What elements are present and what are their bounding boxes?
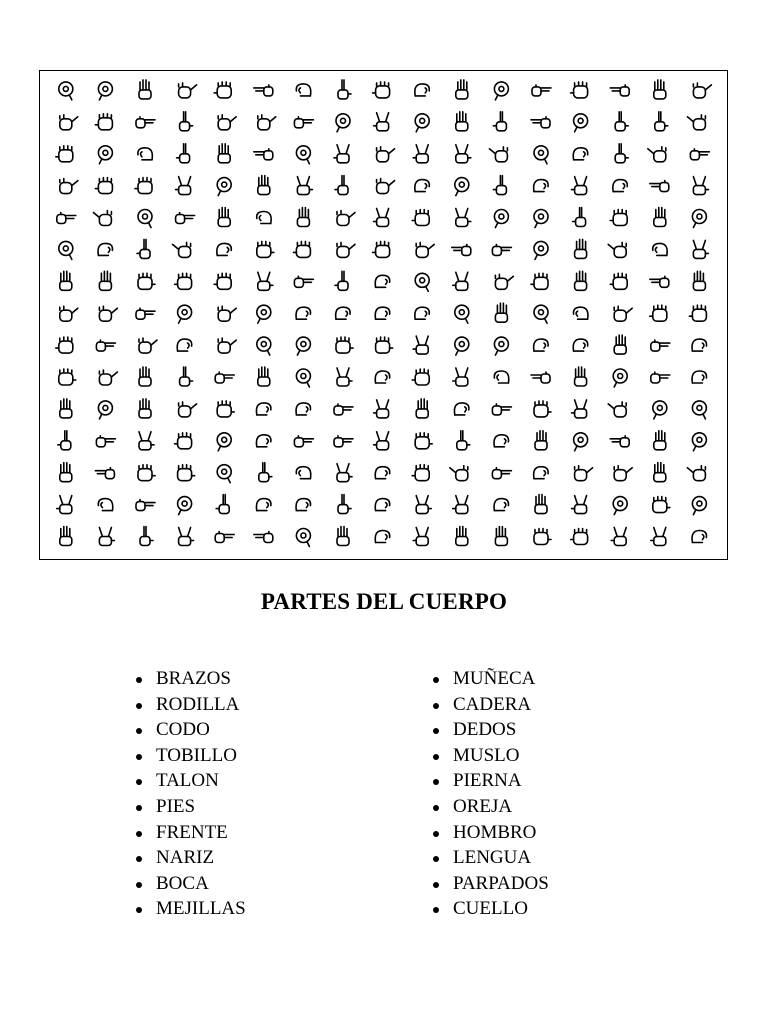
hand-sign-icon bbox=[99, 528, 114, 546]
hand-sign-icon bbox=[493, 112, 506, 131]
hand-sign-icon bbox=[412, 369, 429, 385]
hand-sign-icon bbox=[60, 271, 72, 290]
hand-sign-icon bbox=[217, 178, 231, 196]
hand-sign-icon bbox=[416, 496, 431, 514]
hand-sign-icon bbox=[650, 181, 669, 192]
hand-sign-icon bbox=[492, 244, 511, 255]
hand-sign-icon bbox=[297, 208, 309, 227]
hand-sign-icon bbox=[258, 176, 270, 195]
hand-sign-icon bbox=[336, 337, 353, 353]
hand-sign-icon bbox=[534, 210, 548, 228]
hand-sign-icon bbox=[60, 463, 72, 482]
sign-letter-grid bbox=[39, 70, 728, 560]
hand-sign-icon bbox=[257, 305, 271, 323]
hand-sign-icon bbox=[218, 115, 236, 130]
hand-sign-icon bbox=[218, 208, 230, 227]
hand-sign-icon bbox=[687, 115, 705, 130]
hand-sign-icon bbox=[259, 463, 272, 482]
hand-sign-icon bbox=[179, 83, 197, 98]
hand-sign-icon bbox=[56, 337, 73, 353]
hand-sign-icon bbox=[334, 404, 353, 415]
hand-sign-icon bbox=[453, 272, 468, 290]
hand-sign-icon bbox=[296, 307, 310, 319]
hand-sign-icon bbox=[690, 149, 709, 160]
hand-sign-icon bbox=[136, 500, 155, 511]
word-list-left bbox=[136, 666, 246, 922]
hand-sign-icon bbox=[494, 82, 508, 100]
hand-sign-icon bbox=[615, 112, 628, 131]
hand-sign-icon bbox=[296, 529, 310, 547]
hand-sign-icon bbox=[179, 528, 194, 546]
hand-sign-icon bbox=[297, 177, 312, 195]
hand-sign-icon bbox=[218, 306, 236, 321]
hand-sign-icon bbox=[294, 436, 313, 447]
list-item: BOCA bbox=[136, 871, 246, 897]
hand-sign-icon bbox=[335, 271, 348, 290]
hand-sign-icon bbox=[99, 306, 117, 321]
hand-sign-icon bbox=[99, 370, 117, 385]
hand-sign-icon bbox=[493, 176, 506, 195]
hand-sign-icon bbox=[258, 367, 270, 386]
hand-sign-icon bbox=[59, 369, 76, 385]
hand-sign-icon bbox=[294, 117, 313, 128]
hand-sign-icon bbox=[138, 273, 155, 289]
hand-sign-icon bbox=[455, 178, 469, 196]
hand-sign-icon bbox=[95, 178, 112, 194]
hand-sign-icon bbox=[457, 431, 470, 450]
hand-sign-icon bbox=[93, 211, 111, 226]
list-item: TALON bbox=[136, 768, 246, 794]
hand-sign-icon bbox=[215, 372, 234, 383]
list-item: PARPADOS bbox=[433, 871, 549, 897]
hand-sign-icon bbox=[139, 399, 151, 418]
hand-sign-icon bbox=[610, 273, 627, 289]
hand-sign-icon bbox=[375, 307, 389, 319]
hand-sign-icon bbox=[531, 273, 548, 289]
hand-sign-icon bbox=[338, 80, 351, 99]
hand-sign-icon bbox=[456, 80, 468, 99]
hand-sign-icon bbox=[177, 144, 190, 163]
hand-sign-icon bbox=[98, 243, 112, 255]
hand-sign-icon bbox=[254, 85, 273, 96]
hand-sign-icon bbox=[60, 115, 78, 130]
hand-sign-icon bbox=[217, 401, 234, 417]
hand-sign-icon bbox=[572, 177, 587, 195]
hand-sign-icon bbox=[60, 399, 72, 418]
hand-sign-icon bbox=[648, 147, 666, 162]
hand-sign-icon bbox=[654, 463, 666, 482]
hand-sign-icon bbox=[692, 210, 706, 228]
hand-sign-icon bbox=[293, 241, 310, 257]
hand-sign-icon bbox=[534, 529, 551, 545]
hand-sign-icon bbox=[573, 339, 587, 351]
hand-sign-icon bbox=[415, 433, 432, 449]
hand-sign-icon bbox=[650, 305, 667, 321]
hand-sign-icon bbox=[534, 339, 548, 351]
hand-sign-icon bbox=[415, 84, 429, 96]
hand-sign-icon bbox=[58, 431, 71, 450]
hand-sign-icon bbox=[492, 468, 511, 479]
hand-sign-icon bbox=[692, 371, 706, 383]
hand-sign-icon bbox=[456, 145, 471, 163]
hand-sign-icon bbox=[95, 468, 114, 479]
hand-sign-icon bbox=[654, 208, 666, 227]
hand-sign-icon bbox=[258, 272, 273, 290]
hand-sign-icon bbox=[534, 146, 548, 164]
hand-sign-icon bbox=[98, 146, 112, 164]
list-item: PIERNA bbox=[433, 768, 549, 794]
hand-sign-icon bbox=[615, 144, 628, 163]
hand-sign-icon bbox=[175, 433, 192, 449]
hand-sign-icon bbox=[653, 497, 670, 513]
hand-sign-icon bbox=[534, 241, 548, 259]
hand-sign-icon bbox=[377, 147, 395, 162]
hand-sign-icon bbox=[534, 180, 548, 192]
hand-sign-icon bbox=[257, 337, 271, 355]
hand-sign-icon bbox=[296, 499, 310, 511]
list-item: NARIZ bbox=[136, 845, 246, 871]
hand-sign-icon bbox=[214, 273, 231, 289]
list-item: CADERA bbox=[433, 692, 549, 718]
hand-sign-icon bbox=[610, 85, 629, 96]
hand-sign-icon bbox=[374, 432, 389, 450]
hand-sign-icon bbox=[180, 367, 193, 386]
hand-sign-icon bbox=[139, 338, 157, 353]
hand-sign-icon bbox=[453, 496, 468, 514]
hand-sign-icon bbox=[138, 465, 155, 481]
hand-sign-icon bbox=[336, 307, 350, 319]
hand-sign-icon bbox=[653, 401, 667, 419]
list-item: HOMBRO bbox=[433, 820, 549, 846]
hand-sign-icon bbox=[614, 466, 632, 481]
hand-sign-icon bbox=[575, 271, 587, 290]
hand-sign-icon bbox=[454, 403, 468, 415]
hand-sign-icon bbox=[178, 465, 195, 481]
hand-sign-icon bbox=[492, 404, 511, 415]
hand-sign-icon bbox=[531, 117, 550, 128]
hand-sign-icon bbox=[534, 401, 551, 417]
hand-sign-icon bbox=[375, 531, 389, 543]
hand-sign-icon bbox=[59, 82, 73, 100]
hand-sign-icon bbox=[416, 242, 434, 257]
hand-sign-icon bbox=[455, 305, 469, 323]
hand-sign-icon bbox=[98, 82, 112, 100]
hand-sign-icon bbox=[176, 213, 195, 224]
hand-sign-icon bbox=[575, 239, 587, 258]
hand-sign-icon bbox=[650, 276, 669, 287]
hand-sign-icon bbox=[613, 180, 627, 192]
hand-sign-icon bbox=[375, 275, 389, 287]
hand-sign-icon bbox=[456, 527, 468, 546]
hand-sign-icon bbox=[136, 308, 155, 319]
hand-sign-icon bbox=[294, 276, 313, 287]
hand-sign-icon bbox=[693, 177, 708, 195]
hand-sign-icon bbox=[135, 178, 152, 194]
hand-sign-icon bbox=[57, 213, 76, 224]
hand-sign-icon bbox=[377, 179, 395, 194]
hand-sign-icon bbox=[494, 210, 508, 228]
list-item: BRAZOS bbox=[136, 666, 246, 692]
hand-sign-icon bbox=[374, 400, 389, 418]
hand-sign-icon bbox=[571, 82, 588, 98]
hand-sign-icon bbox=[689, 305, 706, 321]
hand-sign-icon bbox=[415, 180, 429, 192]
hand-sign-icon bbox=[687, 466, 705, 481]
hand-sign-icon bbox=[374, 113, 389, 131]
hand-sign-icon bbox=[415, 114, 429, 132]
hand-sign-icon bbox=[571, 529, 588, 545]
hand-sign-icon bbox=[217, 243, 231, 255]
list-item: FRENTE bbox=[136, 820, 246, 846]
hand-sign-icon bbox=[57, 496, 72, 514]
hand-sign-icon bbox=[60, 179, 78, 194]
hand-sign-icon bbox=[651, 340, 670, 351]
hand-sign-icon bbox=[489, 147, 507, 162]
hand-sign-icon bbox=[136, 117, 155, 128]
hand-sign-icon bbox=[178, 497, 192, 515]
hand-sign-icon bbox=[138, 210, 152, 228]
hand-sign-icon bbox=[258, 115, 276, 130]
hand-sign-icon bbox=[254, 532, 273, 543]
hand-sign-icon bbox=[373, 82, 390, 98]
hand-sign-icon bbox=[178, 305, 192, 323]
hand-sign-icon bbox=[59, 241, 73, 259]
hand-sign-icon bbox=[373, 241, 390, 257]
hand-sign-icon bbox=[256, 435, 270, 447]
hand-sign-icon bbox=[613, 369, 627, 387]
hand-sign-icon bbox=[531, 372, 550, 383]
hand-sign-icon bbox=[173, 242, 191, 257]
hand-sign-icon bbox=[494, 499, 508, 511]
hand-sign-icon bbox=[256, 403, 270, 415]
hand-sign-icon bbox=[413, 336, 428, 354]
hand-sign-icon bbox=[137, 239, 150, 258]
hand-sign-icon bbox=[337, 368, 352, 386]
list-item: PIES bbox=[136, 794, 246, 820]
hand-sign-icon bbox=[614, 335, 626, 354]
hand-sign-icon bbox=[495, 303, 507, 322]
hand-sign-icon bbox=[572, 400, 587, 418]
hand-sign-icon bbox=[413, 145, 428, 163]
list-item: LENGUA bbox=[433, 845, 549, 871]
hand-sign-icon bbox=[413, 528, 428, 546]
hand-sign-icon bbox=[610, 436, 629, 447]
hand-sign-icon bbox=[296, 337, 310, 355]
list-item: DEDOS bbox=[433, 717, 549, 743]
hand-sign-icon bbox=[337, 527, 349, 546]
hand-sign-icon bbox=[296, 369, 310, 387]
hand-sign-icon bbox=[535, 431, 547, 450]
hand-sign-icon bbox=[534, 467, 548, 479]
hand-sign-icon bbox=[179, 402, 197, 417]
hand-sign-icon bbox=[140, 527, 153, 546]
hand-sign-icon bbox=[337, 211, 355, 226]
hand-sign-icon bbox=[693, 271, 705, 290]
hand-sign-icon bbox=[655, 112, 668, 131]
hand-sign-icon bbox=[296, 467, 310, 479]
hand-sign-icon bbox=[574, 114, 588, 132]
hand-sign-icon bbox=[60, 527, 72, 546]
hand-sign-icon bbox=[139, 367, 151, 386]
hand-sign-icon bbox=[614, 306, 632, 321]
hand-sign-icon bbox=[218, 144, 230, 163]
hand-sign-icon bbox=[96, 340, 115, 351]
hand-sign-icon bbox=[574, 433, 588, 451]
hand-sign-icon bbox=[456, 112, 468, 131]
hand-sign-icon bbox=[494, 337, 508, 355]
hand-sign-icon bbox=[412, 210, 429, 226]
hand-sign-icon bbox=[450, 466, 468, 481]
hand-sign-icon bbox=[296, 403, 310, 415]
hand-sign-icon bbox=[95, 114, 112, 130]
hand-sign-icon bbox=[334, 145, 349, 163]
list-item: TOBILLO bbox=[136, 743, 246, 769]
hand-sign-icon bbox=[254, 149, 273, 160]
hand-sign-icon bbox=[495, 527, 507, 546]
hand-sign-icon bbox=[416, 399, 428, 418]
hand-sign-icon bbox=[138, 148, 152, 160]
list-item: CUELLO bbox=[433, 896, 549, 922]
hand-sign-icon bbox=[575, 367, 587, 386]
list-item: MUÑECA bbox=[433, 666, 549, 692]
hand-sign-icon bbox=[56, 146, 73, 162]
hand-sign-icon bbox=[534, 305, 548, 323]
hand-sign-icon bbox=[692, 531, 706, 543]
hand-sign-icon bbox=[337, 464, 352, 482]
hand-sign-icon bbox=[374, 209, 389, 227]
hand-sign-icon bbox=[692, 497, 706, 515]
hand-sign-icon bbox=[575, 466, 593, 481]
hand-sign-icon bbox=[608, 242, 626, 257]
hand-sign-icon bbox=[98, 401, 112, 419]
sign-letter-grid-svg bbox=[40, 71, 727, 559]
page-title: PARTES DEL CUERPO bbox=[260, 589, 508, 614]
word-list-right bbox=[433, 666, 549, 922]
list-item: OREJA bbox=[433, 794, 549, 820]
hand-sign-icon bbox=[651, 372, 670, 383]
hand-sign-icon bbox=[412, 465, 429, 481]
hand-sign-icon bbox=[608, 402, 626, 417]
hand-sign-icon bbox=[693, 83, 711, 98]
hand-sign-icon bbox=[60, 306, 78, 321]
hand-sign-icon bbox=[573, 208, 586, 227]
hand-sign-icon bbox=[375, 371, 389, 383]
hand-sign-icon bbox=[653, 243, 667, 255]
hand-sign-icon bbox=[456, 209, 471, 227]
hand-sign-icon bbox=[216, 495, 229, 514]
hand-sign-icon bbox=[296, 84, 310, 96]
hand-sign-icon bbox=[415, 273, 429, 291]
hand-sign-icon bbox=[338, 495, 351, 514]
hand-sign-icon bbox=[96, 436, 115, 447]
hand-sign-icon bbox=[336, 114, 350, 132]
hand-sign-icon bbox=[98, 499, 112, 511]
hand-sign-icon bbox=[375, 467, 389, 479]
hand-sign-icon bbox=[455, 337, 469, 355]
hand-sign-icon bbox=[535, 495, 547, 514]
hand-sign-icon bbox=[692, 401, 706, 419]
hand-sign-icon bbox=[532, 85, 551, 96]
hand-sign-icon bbox=[214, 82, 231, 98]
hand-sign-icon bbox=[180, 112, 193, 131]
hand-sign-icon bbox=[257, 212, 271, 224]
list-item: MEJILLAS bbox=[136, 896, 246, 922]
hand-sign-icon bbox=[99, 271, 111, 290]
hand-sign-icon bbox=[376, 337, 393, 353]
hand-sign-icon bbox=[654, 80, 666, 99]
hand-sign-icon bbox=[572, 496, 587, 514]
hand-sign-icon bbox=[296, 146, 310, 164]
hand-sign-icon bbox=[337, 242, 355, 257]
hand-sign-icon bbox=[217, 433, 231, 451]
hand-sign-icon bbox=[177, 339, 191, 351]
hand-sign-icon bbox=[139, 432, 154, 450]
hand-sign-icon bbox=[175, 273, 192, 289]
hand-sign-icon bbox=[494, 371, 508, 383]
hand-sign-icon bbox=[693, 240, 708, 258]
list-item: MUSLO bbox=[433, 743, 549, 769]
hand-sign-icon bbox=[611, 528, 626, 546]
hand-sign-icon bbox=[494, 435, 508, 447]
hand-sign-icon bbox=[452, 244, 471, 255]
hand-sign-icon bbox=[215, 532, 234, 543]
hand-sign-icon bbox=[217, 465, 231, 483]
hand-sign-icon bbox=[610, 210, 627, 226]
hand-sign-icon bbox=[654, 431, 666, 450]
hand-sign-icon bbox=[692, 339, 706, 351]
hand-sign-icon bbox=[139, 80, 151, 99]
hand-sign-icon bbox=[218, 338, 236, 353]
hand-sign-icon bbox=[256, 499, 270, 511]
hand-sign-icon bbox=[453, 368, 468, 386]
hand-sign-icon bbox=[335, 176, 348, 195]
hand-sign-icon bbox=[692, 433, 706, 451]
list-item: CODO bbox=[136, 717, 246, 743]
hand-sign-icon bbox=[334, 436, 353, 447]
hand-sign-icon bbox=[573, 148, 587, 160]
hand-sign-icon bbox=[573, 307, 587, 319]
hand-sign-icon bbox=[495, 274, 513, 289]
hand-sign-icon bbox=[257, 241, 274, 257]
hand-sign-icon bbox=[651, 528, 666, 546]
hand-sign-icon bbox=[613, 497, 627, 515]
list-item: RODILLA bbox=[136, 692, 246, 718]
hand-sign-icon bbox=[375, 499, 389, 511]
hand-sign-icon bbox=[415, 307, 429, 319]
hand-sign-icon bbox=[176, 177, 191, 195]
